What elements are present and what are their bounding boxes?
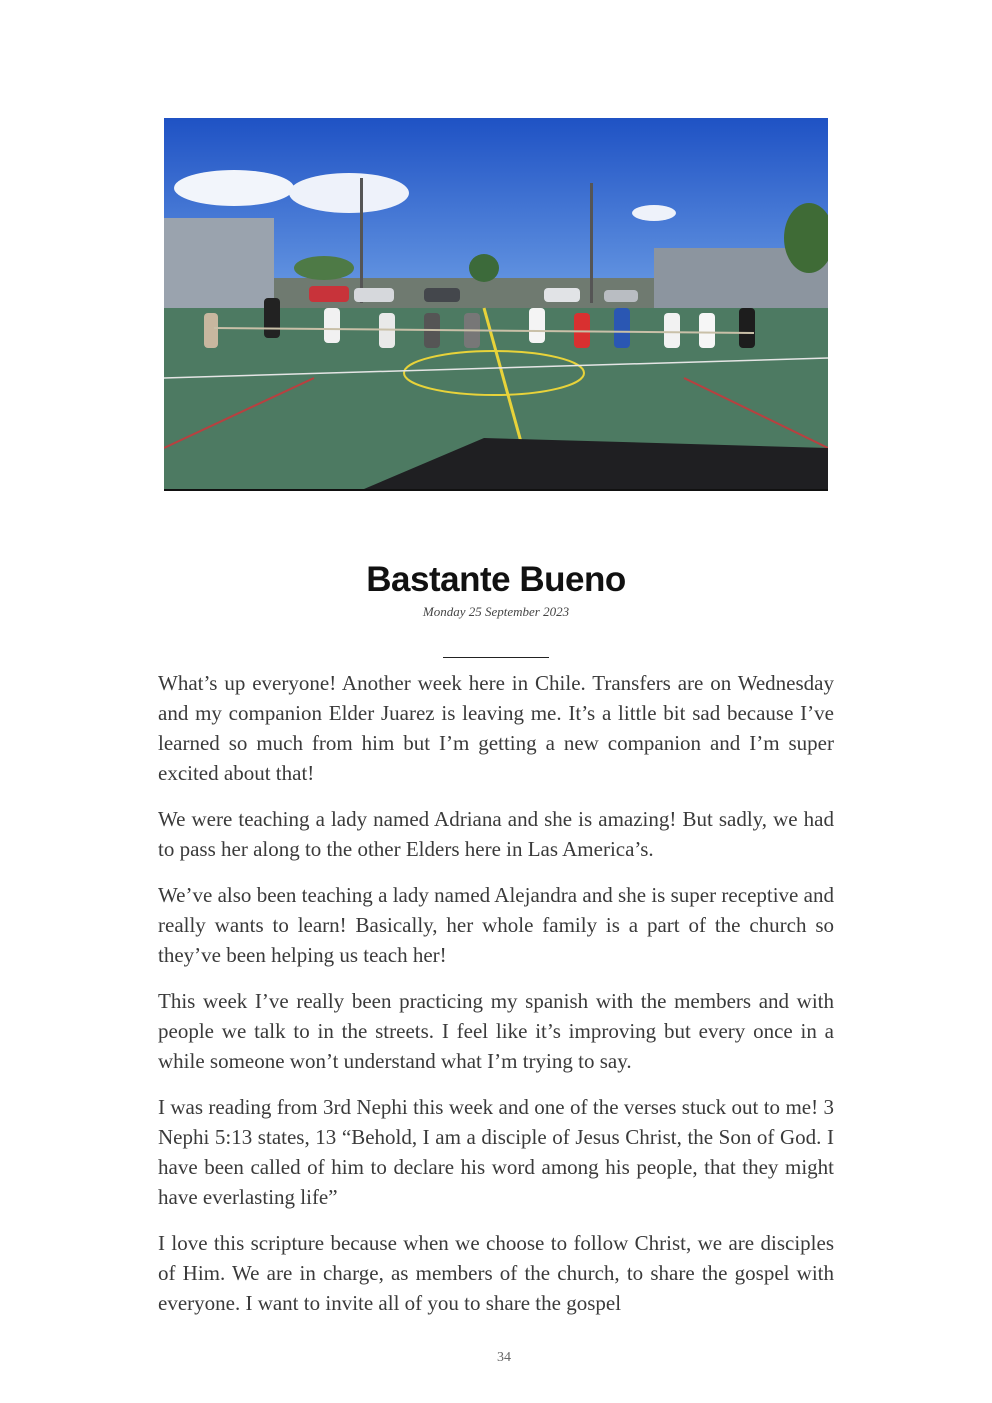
paragraph: I was reading from 3rd Nephi this week and one of the verses stuck out to me! 3 Nephi 5:13 states, 13 “Behold, I am a disciple of Jesus Christ, the Son of God. I have been called of him to declare his word among his people, that they might have everlasting life” <box>158 1095 834 1209</box>
paragraph: We were teaching a lady named Adriana and she is amazing! But sadly, we had to pass her along to the other Elders here in Las America’s. <box>158 807 834 861</box>
title-divider <box>443 657 549 658</box>
paragraph: I love this scripture because when we choose to follow Christ, we are disciples of Him. We are in charge, as members of the church, to share the gospel with everyone. I want to invite all of you to share the gospel <box>158 1231 834 1315</box>
paragraph: What’s up everyone! Another week here in Chile. Transfers are on Wednesday and my companion Elder Juarez is leaving me. It’s a little bit sad because I’ve learned so much from him but I’m getting a new companion and I’m super excited about that! <box>158 671 834 785</box>
paragraph: We’ve also been teaching a lady named Alejandra and she is super receptive and really wants to learn! Basically, her whole family is a part of the church so they’ve been helping us teach her! <box>158 883 834 967</box>
paragraph: This week I’ve really been practicing my spanish with the members and with people we talk to in the streets. I feel like it’s improving but every once in a while someone won’t understand what I’m trying to say. <box>158 989 834 1073</box>
page-number: 34 <box>497 1350 511 1365</box>
article-body <box>158 668 834 1334</box>
tug-of-war-photo <box>164 118 828 491</box>
article-title: Bastante Bueno <box>366 560 626 599</box>
article-date: Monday 25 September 2023 <box>422 604 570 619</box>
